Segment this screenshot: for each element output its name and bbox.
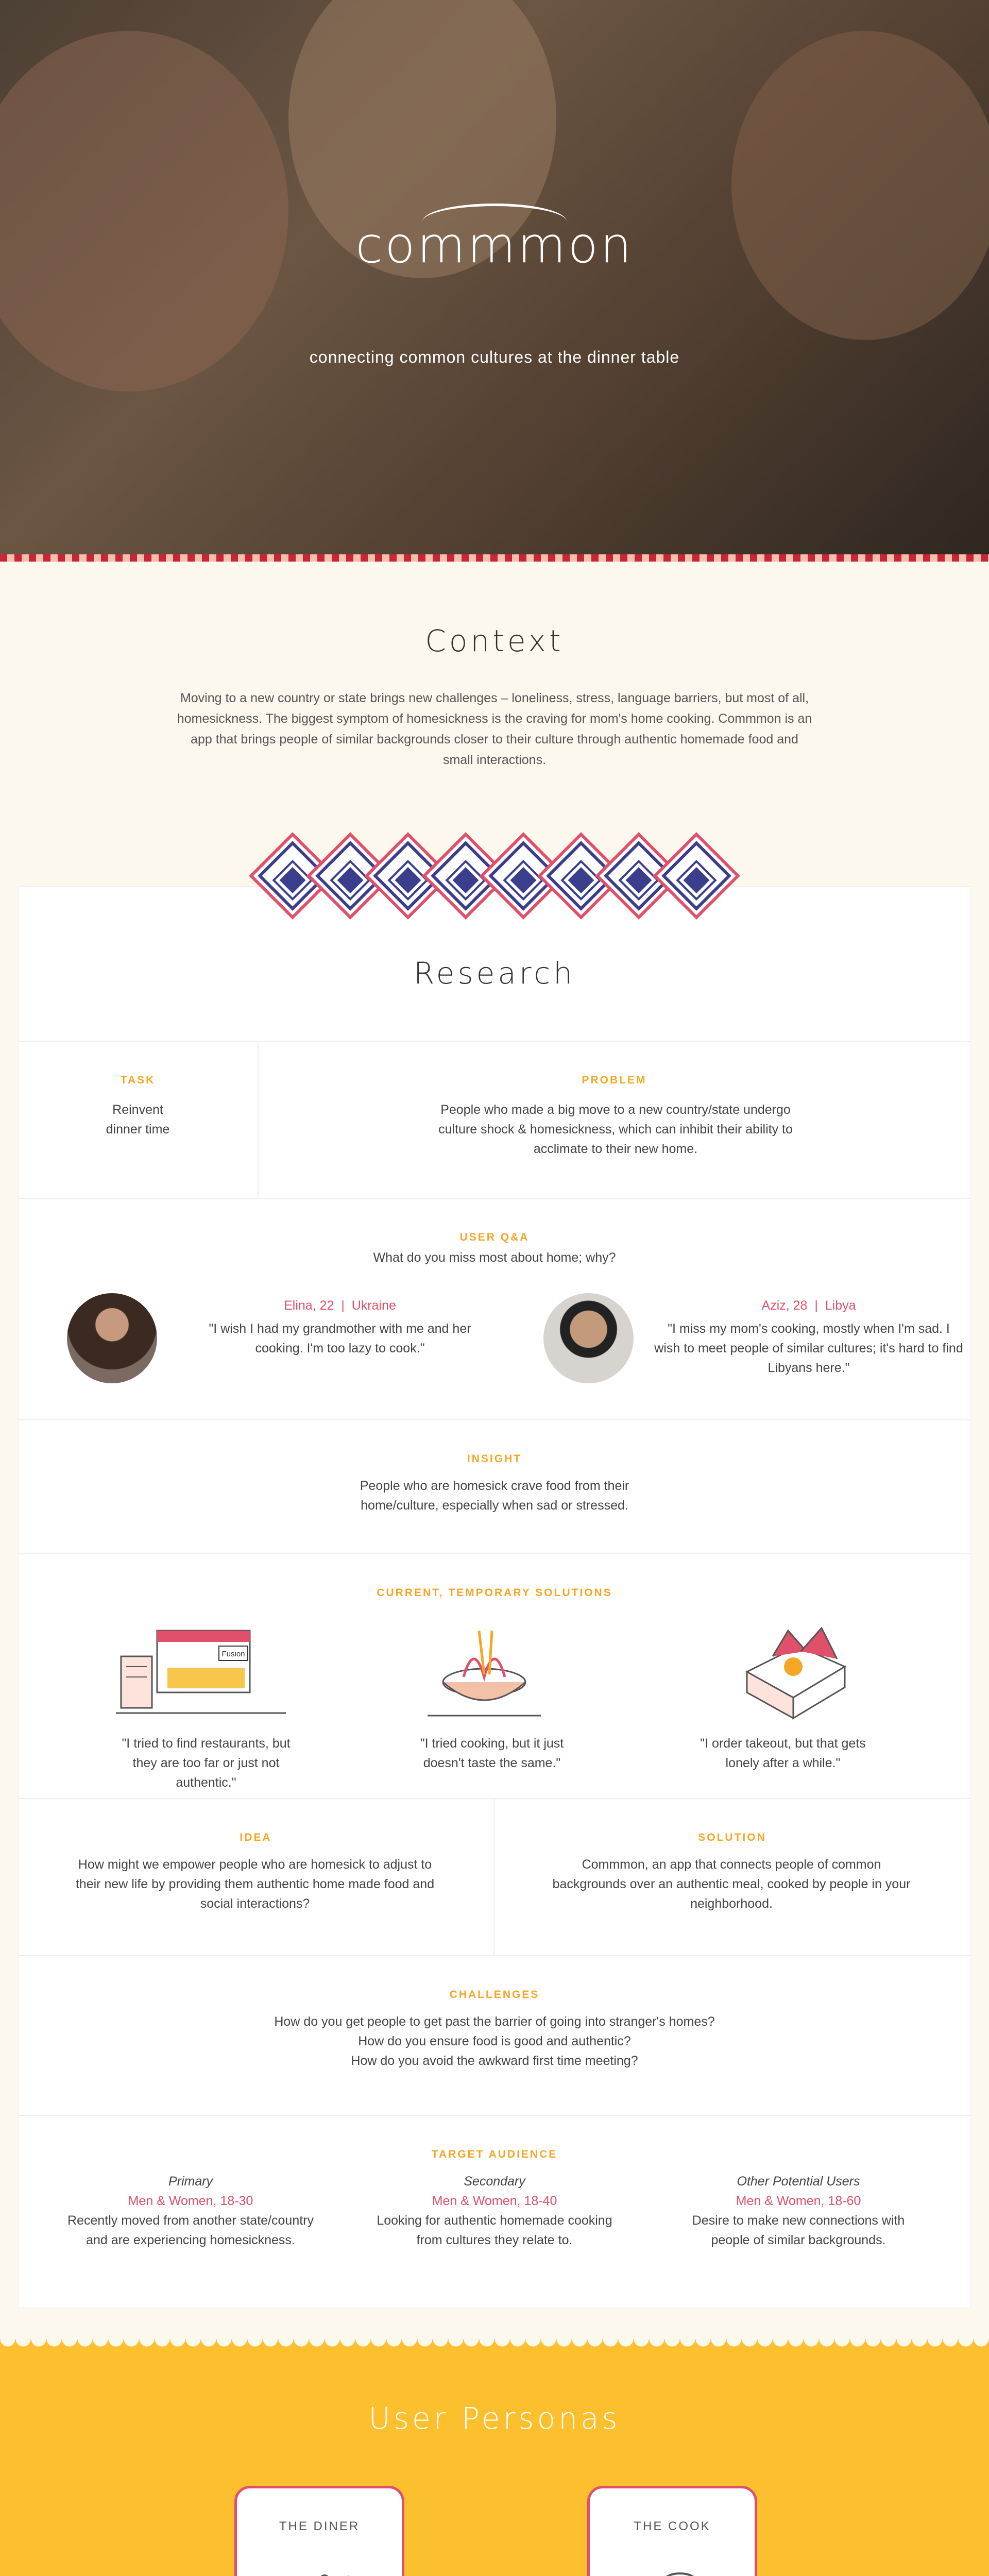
user-quote: "I miss my mom's cooking, mostly when I'm sad. I wish to meet people of similar cultures; it's hard to find Libyans here." — [654, 1321, 963, 1375]
persona-title: THE COOK — [634, 2519, 711, 2533]
avatar-aziz — [543, 1293, 634, 1383]
scallop-edge — [0, 2339, 989, 2354]
audience-who: Men & Women, 18-30 — [128, 2194, 253, 2208]
challenge-line: How do you avoid the awkward first time meeting? — [351, 2054, 638, 2068]
persona-card-cook[interactable] — [587, 2486, 757, 2576]
user-quote: "I wish I had my grandmother with me and her cooking. I'm too lazy to cook." — [209, 1321, 471, 1355]
audience-desc: Desire to make new connections with people of similar backgrounds. — [692, 2213, 905, 2247]
zigzag-divider — [0, 554, 989, 562]
solution-quote: "I order takeout, but that gets lonely after a while." — [700, 1736, 866, 1770]
problem-text: People who made a big move to a new country/state undergo culture shock & homesickness, which can inhibit their ability to acclimate to their new home. — [438, 1103, 793, 1156]
audience-desc: Looking for authentic homemade cooking from cultures they relate to. — [377, 2213, 612, 2247]
divider — [18, 2115, 971, 2116]
task-text: Reinvent dinner time — [106, 1103, 170, 1137]
divider — [18, 1553, 971, 1554]
audience-who: Men & Women, 18-40 — [432, 2194, 557, 2208]
yellow-section — [0, 2339, 989, 2576]
audience-who: Men & Women, 18-60 — [736, 2194, 861, 2208]
user-name: Elina, 22 | Ukraine — [284, 1298, 396, 1313]
audience-label: TARGET AUDIENCE — [431, 2148, 558, 2160]
divider — [493, 1798, 494, 1955]
divider — [18, 1955, 971, 1956]
persona-title: THE DINER — [279, 2519, 360, 2533]
solution-quote: "I tried cooking, but it just doesn't taste the same." — [420, 1736, 564, 1770]
takeout-illustration — [716, 1620, 871, 1723]
solution-text: Commmon, an app that connects people of common backgrounds over an authentic meal, cooked by people in your neighborhood. — [552, 1857, 911, 1911]
solution-quote: "I tried to find restaurants, but they are too far or just not authentic." — [122, 1736, 291, 1790]
solution-label: SOLUTION — [698, 1832, 766, 1843]
context-title: Context — [425, 623, 564, 658]
insight-label: INSIGHT — [467, 1453, 522, 1465]
oven-mitt-icon — [636, 2561, 719, 2576]
persona-card-diner[interactable] — [234, 2486, 404, 2576]
cooking-illustration — [407, 1620, 561, 1723]
user-name: Aziz, 28 | Libya — [761, 1298, 856, 1313]
insight-text: People who are homesick crave food from their home/culture, especially when sad or stressed. — [360, 1479, 629, 1513]
restaurant-illustration — [116, 1620, 286, 1723]
logo: commmon — [355, 216, 634, 274]
hero-banner — [0, 0, 989, 562]
idea-label: IDEA — [240, 1832, 272, 1843]
problem-label: PROBLEM — [582, 1074, 647, 1086]
divider — [18, 1419, 971, 1420]
personas-title: User Personas — [368, 2401, 621, 2436]
divider — [18, 1798, 971, 1799]
solutions-label: CURRENT, TEMPORARY SOLUTIONS — [377, 1587, 612, 1599]
audience-desc: Recently moved from another state/country and are experiencing homesickness. — [67, 2213, 314, 2247]
audience-tier: Primary — [168, 2174, 213, 2189]
diamond-icon — [661, 841, 731, 911]
hero-tagline: connecting common cultures at the dinner table — [309, 348, 680, 366]
challenges-label: CHALLENGES — [449, 1989, 540, 2001]
cutlery-icon — [281, 2566, 363, 2576]
audience-tier: Secondary — [464, 2174, 525, 2189]
task-label: TASK — [120, 1074, 156, 1086]
diamond-pattern — [268, 840, 721, 912]
audience-tier: Other Potential Users — [737, 2174, 860, 2189]
context-text: Moving to a new country or state brings new challenges – loneliness, stress, language barriers, but most of all, homesickness. The biggest symptom of homesickness is the craving for mom's home cooking. Commmon is an app that brings people of similar backgrounds closer to their culture through authentic homemade food and small interactions. — [177, 691, 812, 767]
fusion-sign: Fusion — [221, 1650, 245, 1658]
divider — [18, 1041, 971, 1042]
idea-text: How might we empower people who are homesick to adjust to their new life by providing them authentic home made food and social interactions? — [75, 1857, 435, 1911]
divider — [258, 1041, 259, 1198]
divider — [18, 1198, 971, 1199]
qa-label: USER Q&A — [459, 1231, 530, 1243]
qa-question: What do you miss most about home; why? — [373, 1250, 616, 1265]
avatar-elina — [67, 1293, 157, 1383]
challenge-line: How do you get people to get past the barrier of going into stranger's homes? — [274, 2014, 715, 2029]
research-title: Research — [413, 956, 576, 991]
challenge-line: How do you ensure food is good and authentic? — [358, 2034, 631, 2048]
hero-overlay — [0, 0, 989, 562]
